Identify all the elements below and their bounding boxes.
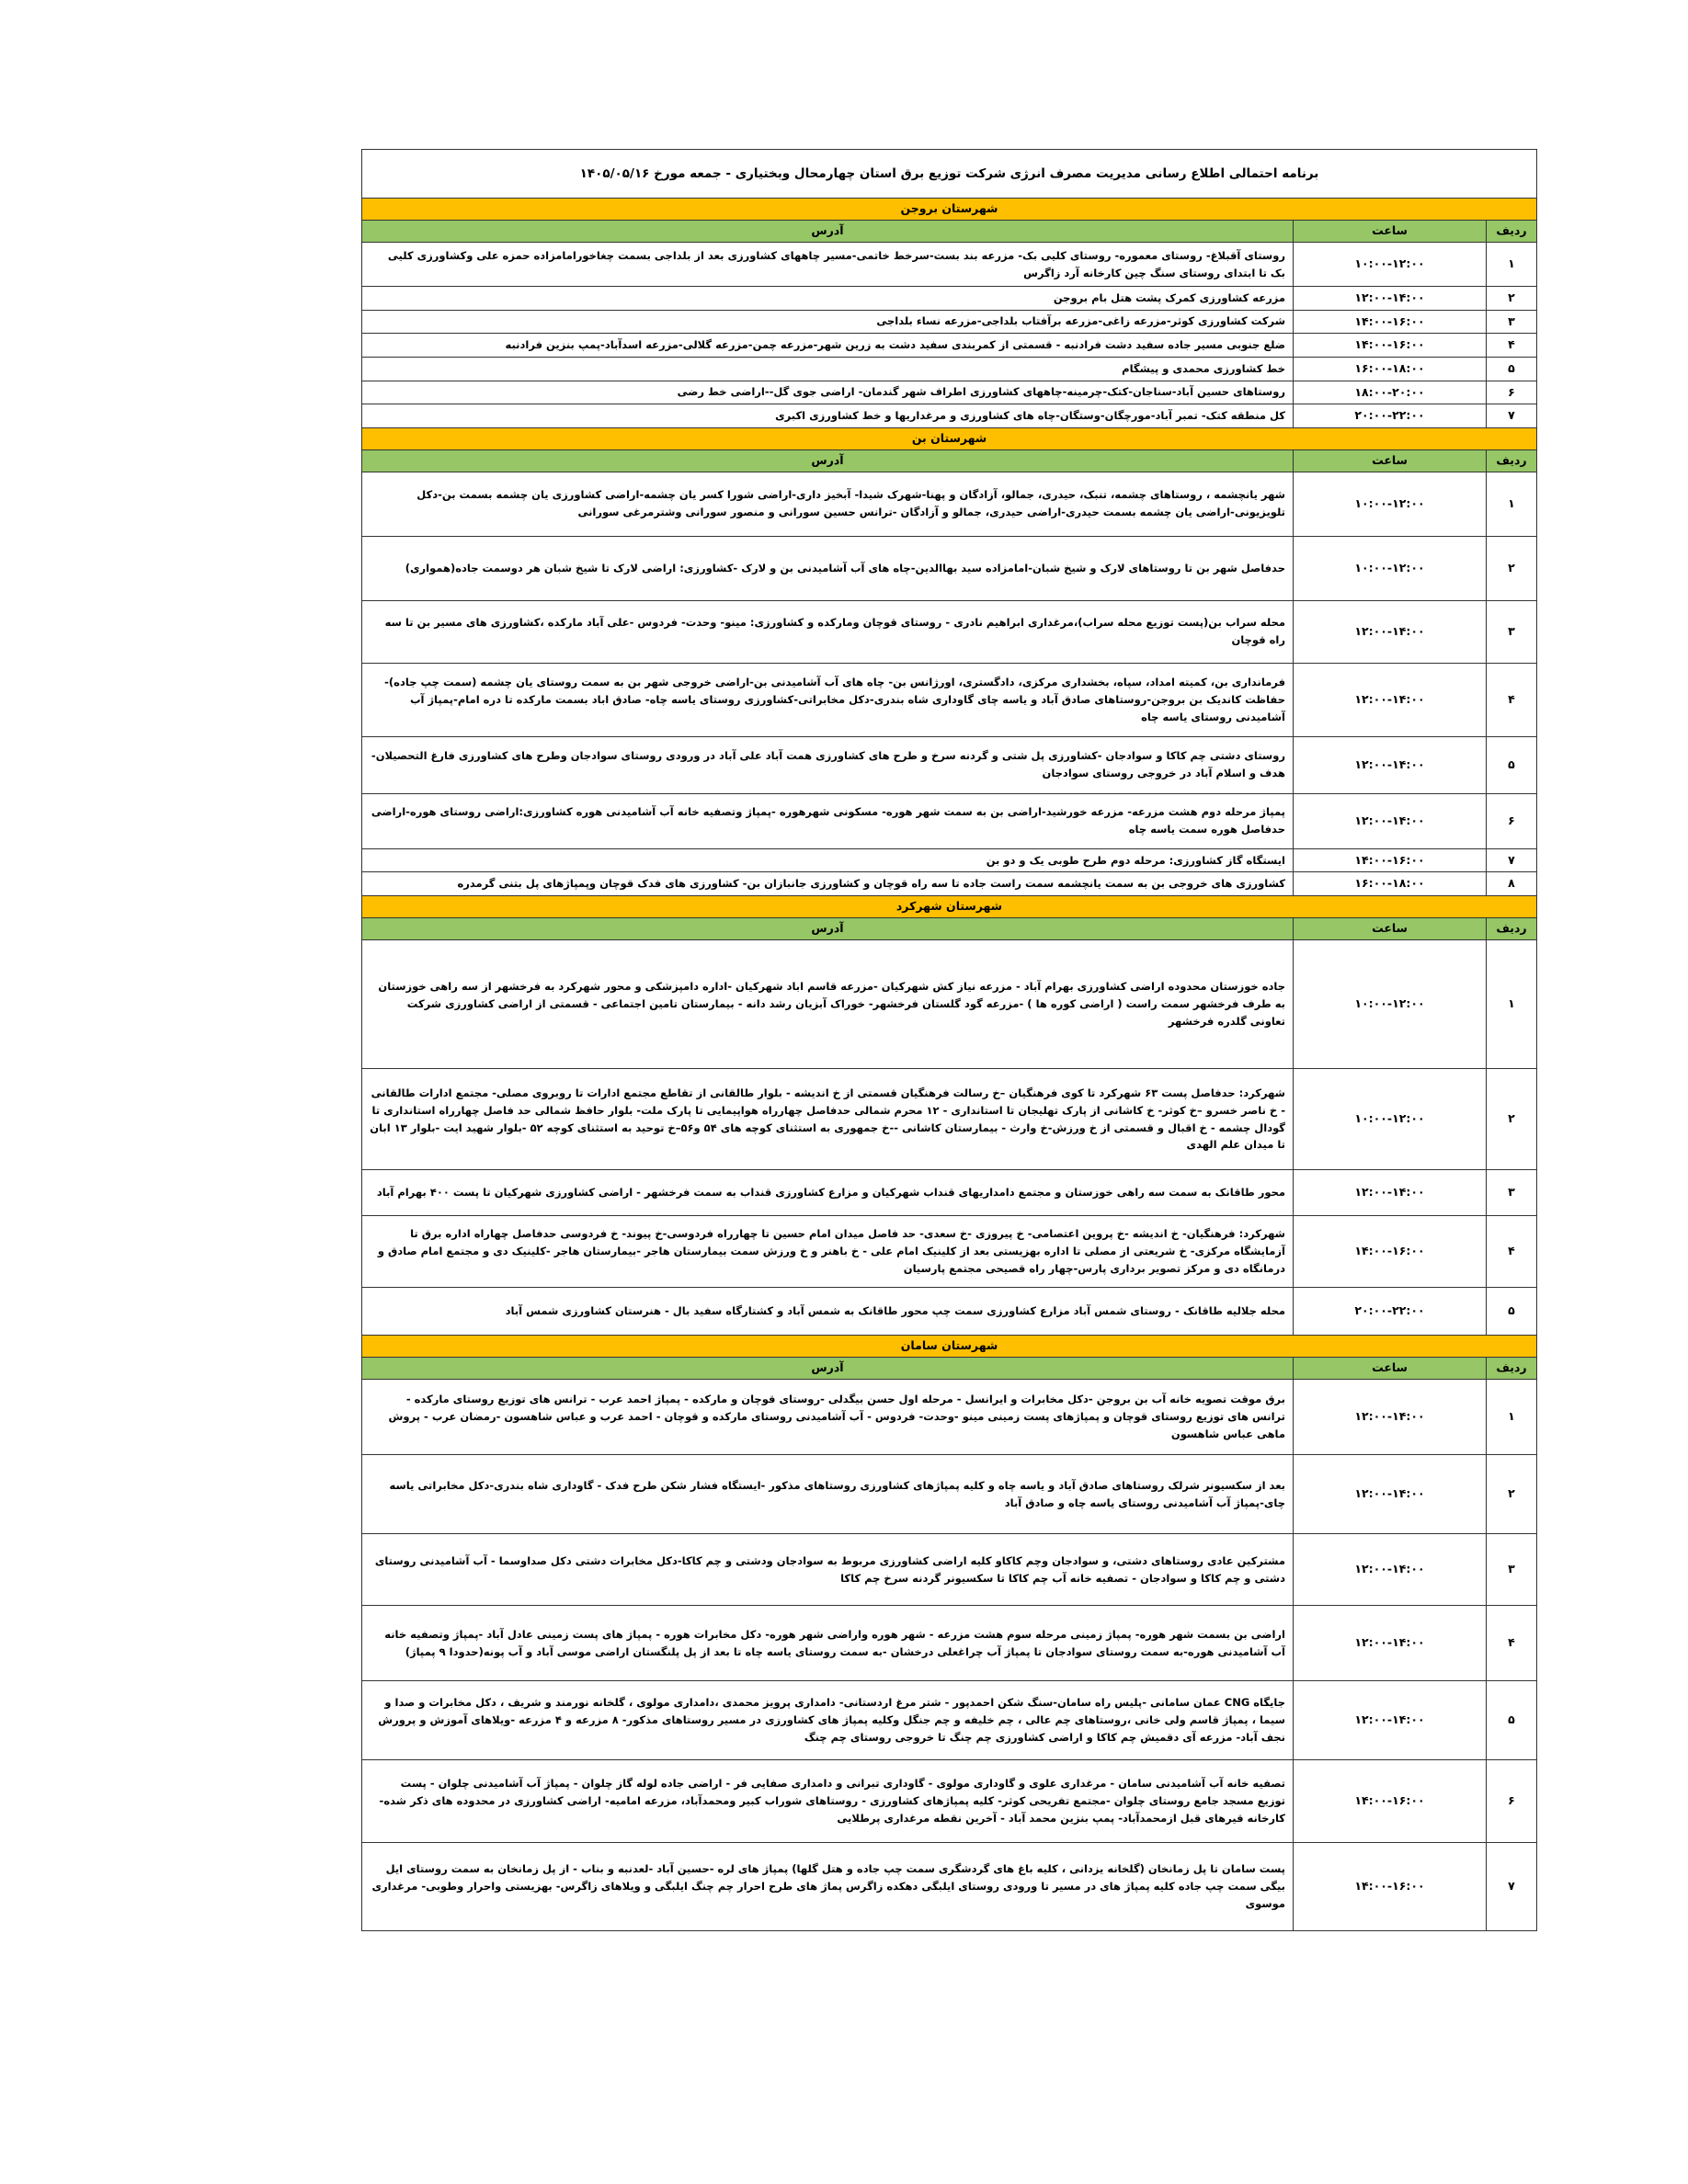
table-row [362, 600, 1537, 663]
outage-address: ایستگاه گاز کشاورزی: مرحله دوم طرح طوبی یک و دو بن [362, 848, 1294, 872]
outage-time: ۱۴:۰۰-۱۶:۰۰ [1294, 848, 1487, 872]
row-number: ۵ [1487, 1288, 1537, 1336]
outage-address: شهرکرد: حدفاصل پست ۶۳ شهرکرد تا کوی فرهنگیان –خ رسالت فرهنگیان قسمتی از خ اندیشه - بلوار طالقانی از تقاطع مجتمع ادارات تا روبروی مصلی- مجتمع ادارات طالقانی - خ ناصر خسرو –خ کوثر- خ کاشانی از پارک تهلیجان تا استانداری - ۱۲ محرم شمالی حدفاصل چهارراه هواپیمایی تا پارک ملت- بلوار حافظ شمالی حد فاصل چهارراه استانداری تا گودال چشمه - خ اقبال و قسمتی از خ ورزش-خ وارث - بیمارستان کاشانی --خ جمهوری به استثنای کوچه های ۵۴ و۵۶–خ توحید به استثنای کوچه ۵۲ -بلوار شهید ایت -بلوار ۱۳ ابان تا میدان علم الهدی [362, 1069, 1294, 1170]
row-number: ۴ [1487, 663, 1537, 736]
table-row [362, 310, 1537, 334]
table-row [362, 1216, 1537, 1288]
outage-address: محور طاقانک به سمت سه راهی خوزستان و مجتمع دامداریهای قنداب شهرکیان و مزارع کشاورزی قنداب به سمت فرخشهر - اراضی کشاورزی شهرکیان تا پست ۴۰۰ بهرام آباد [362, 1170, 1294, 1216]
outage-time: ۱۴:۰۰-۱۶:۰۰ [1294, 1216, 1487, 1288]
outage-time: ۱۶:۰۰-۱۸:۰۰ [1294, 872, 1487, 896]
outage-time: ۱۲:۰۰-۱۴:۰۰ [1294, 1681, 1487, 1760]
table-row [362, 1069, 1537, 1170]
city-name: شهرستان بروجن [362, 199, 1537, 221]
table-row [362, 1681, 1537, 1760]
row-number: ۷ [1487, 1843, 1537, 1931]
schedule-body [362, 150, 1537, 1931]
outage-time: ۱۴:۰۰-۱۶:۰۰ [1294, 1760, 1487, 1843]
title-row [362, 150, 1537, 199]
row-number: ۲ [1487, 287, 1537, 311]
outage-address: اراضی بن بسمت شهر هوره- پمپاژ زمینی مرحله سوم هشت مزرعه - شهر هوره واراضی شهر هوره- دکل مخابرات هوره - پمپاژ های پست زمینی عادل آباد -پمپاژ وتصفیه خانه آب آشامیدنی هوره-به سمت روستای سوادجان تا پمپاژ آب چراغعلی درخشان -به سمت روستای یاسه چاه تا بعد از پل پلنگستان اراضی موسی آباد و آب پونه(حدودا ۹ پمپاژ) [362, 1606, 1294, 1681]
header-address: آدرس [362, 918, 1294, 940]
outage-time: ۱۶:۰۰-۱۸:۰۰ [1294, 357, 1487, 381]
outage-address: روستاهای حسین آباد-سناجان-کتک-چرمینه-چاههای کشاورزی اطراف شهر گندمان- اراضی جوی گل--اراضی خط رضی [362, 381, 1294, 404]
row-number: ۶ [1487, 381, 1537, 404]
city-header-row [362, 199, 1537, 221]
table-row [362, 1380, 1537, 1455]
outage-time: ۱۰:۰۰-۱۲:۰۰ [1294, 940, 1487, 1069]
city-header-row [362, 1336, 1537, 1358]
row-number: ۳ [1487, 310, 1537, 334]
table-row [362, 1170, 1537, 1216]
city-header-row [362, 427, 1537, 449]
outage-address: شهرکرد: فرهنگیان- خ اندیشه -خ پروین اعتصامی- خ پیروزی -خ سعدی- حد فاصل میدان امام حسین تا چهارراه فردوسی-خ پیوند- خ فردوسی حدفاصل چهاراه اداره برق تا آزمایشگاه مرکزی- خ شریعتی از مصلی تا اداره بهزیستی بعد از کلینیک امام علی - خ باهنر و خ ورزش سمت بیمارستان هاجر -بیمارستان هاجر -کلینیک دی و مجتمع امام صادق و درمانگاه دی و مرکز تصویر برداری پارس-چهار راه قصیحی مجتمع پارسیان [362, 1216, 1294, 1288]
row-number: ۷ [1487, 404, 1537, 428]
header-address: آدرس [362, 449, 1294, 472]
outage-address: جایگاه CNG عمان سامانی -پلیس راه سامان-سنگ شکن احمدپور - شتر مرغ اردستانی- دامداری پرویز محمدی ،دامداری مولوی ، گلخانه نورمند و شریف ، دکل مخابرات و صدا و سیما ، پمپاژ قاسم ولی خانی ،روستاهای چم عالی ، چم خلیفه و چم جنگل وکلیه پمپاژ های کشاورزی در مسیر روستاهای مذکور- ۸ مزرعه و ۴ مزرعه -ویلاهای آموزش و پرورش نجف آباد- مزرعه آی دقمیش چم کاکا و اراضی کشاورزی چم چنگ تا خروجی روستای چم چنگ [362, 1681, 1294, 1760]
outage-time: ۱۲:۰۰-۱۴:۰۰ [1294, 1606, 1487, 1681]
table-row [362, 793, 1537, 848]
header-time: ساعت [1294, 449, 1487, 472]
header-row-number: ردیف [1487, 918, 1537, 940]
table-row [362, 1760, 1537, 1843]
row-number: ۷ [1487, 848, 1537, 872]
header-time: ساعت [1294, 221, 1487, 243]
outage-time: ۱۴:۰۰-۱۶:۰۰ [1294, 1843, 1487, 1931]
table-row [362, 848, 1537, 872]
outage-time: ۱۴:۰۰-۱۶:۰۰ [1294, 310, 1487, 334]
outage-time: ۲۰:۰۰-۲۲:۰۰ [1294, 1288, 1487, 1336]
table-row [362, 1843, 1537, 1931]
table-row [362, 1606, 1537, 1681]
outage-time: ۱۲:۰۰-۱۴:۰۰ [1294, 1170, 1487, 1216]
table-row [362, 472, 1537, 536]
row-number: ۶ [1487, 1760, 1537, 1843]
header-row-number: ردیف [1487, 221, 1537, 243]
column-header-row [362, 918, 1537, 940]
outage-time: ۱۲:۰۰-۱۴:۰۰ [1294, 1380, 1487, 1455]
row-number: ۸ [1487, 872, 1537, 896]
outage-address: مزرعه کشاورزی کمرک پشت هتل بام بروجن [362, 287, 1294, 311]
outage-time: ۱۲:۰۰-۱۴:۰۰ [1294, 793, 1487, 848]
header-time: ساعت [1294, 918, 1487, 940]
outage-address: روستای دشتی چم کاکا و سوادجان -کشاورزی پل شتی و گردنه سرخ و طرح های کشاورزی همت آباد علی آباد در ورودی روستای سوادجان وطرح های کشاورزی فارغ التحصیلان- هدف و اسلام آباد در خروجی روستای سوادجان [362, 736, 1294, 793]
table-row [362, 357, 1537, 381]
header-time: ساعت [1294, 1358, 1487, 1380]
header-address: آدرس [362, 1358, 1294, 1380]
row-number: ۴ [1487, 334, 1537, 358]
outage-address: شهر یانچشمه ، روستاهای چشمه، تنبک، حیدری، جمالو، آزادگان و پهنا-شهرک شیدا- آبخیز داری-اراضی شورا کسر یان چشمه-اراضی کشاورزی یان چشمه بسمت بن-دکل تلویزیونی-اراضی یان چشمه بسمت حیدری-اراضی حیدری، جمالو و آزادگان -ترانس حسین سورانی و منصور سورانی وشترمرغی سورانی [362, 472, 1294, 536]
row-number: ۲ [1487, 1455, 1537, 1534]
row-number: ۵ [1487, 1681, 1537, 1760]
column-header-row [362, 221, 1537, 243]
table-row [362, 243, 1537, 287]
row-number: ۳ [1487, 600, 1537, 663]
table-row [362, 1534, 1537, 1606]
table-row [362, 334, 1537, 358]
row-number: ۳ [1487, 1170, 1537, 1216]
outage-address: تصفیه خانه آب آشامیدنی سامان - مرغداری علوی و گاوداری مولوی - گاوداری تبرانی و دامداری صفایی فر - اراضی جاده لوله گاز چلوان - پمپاژ آب آشامیدنی چلوان - پست توزیع مسجد جامع روستای چلوان -مجتمع تفریحی کوثر- کلیه پمپاژهای کشاورزی - روستاهای شوراب کبیر ومحمدآباد، مزرعه امامیه- اراضی کشاورزی در محدوده های ذکر شده-کارخانه قیرهای قبل ازمحمدآباد- پمپ بنزین محمد آباد - آخرین نقطه مرغداری پرطلایی [362, 1760, 1294, 1843]
header-address: آدرس [362, 221, 1294, 243]
outage-time: ۱۲:۰۰-۱۴:۰۰ [1294, 287, 1487, 311]
outage-address: محله سراب بن(پست توزیع محله سراب)،مرغداری ابراهیم نادری - روستای قوچان ومارکده و کشاورزی: مینو- وحدت- فردوس -علی آباد مارکده ،کشاورزی های مسیر بن تا سه راه قوچان [362, 600, 1294, 663]
table-row [362, 940, 1537, 1069]
outage-address: شرکت کشاورزی کوثر-مزرعه زاغی-مزرعه برآفتاب بلداجی-مزرعه نساء بلداجی [362, 310, 1294, 334]
table-row [362, 404, 1537, 428]
outage-address: ضلع جنوبی مسیر جاده سفید دشت فرادنبه - قسمتی از کمربندی سفید دشت به زرین شهر-مزرعه چمن-مزرعه گلالی-مزرعه اسدآباد-پمپ بنزین فرادنبه [362, 334, 1294, 358]
outage-address: محله جلالیه طاقانک - روستای شمس آباد مزارع کشاورزی سمت چپ محور طاقانک به شمس آباد و کشتارگاه سفید بال - هنرستان کشاورزی شمس آباد [362, 1288, 1294, 1336]
outage-time: ۱۴:۰۰-۱۶:۰۰ [1294, 334, 1487, 358]
outage-address: پست سامان تا پل زمانخان (گلخانه یزدانی ، کلیه باغ های گردشگری سمت چپ جاده و هتل گلها) پمپاژ های لره -حسین آباد -لعدنبه و بناب - از پل زمانخان به سمت روستای ایل بیگی سمت چپ جاده کلیه پمپاژ های در مسیر تا ورودی روستای ایلبگی دهکده زاگرس پماژ های طرح احرار چم چنگ ایلبگی و ویلاهای زاگرس- بهزیستی واحرار وطوبی- مرغداری موسوی [362, 1843, 1294, 1931]
outage-address: کشاورزی های خروجی بن به سمت یانچشمه سمت راست جاده تا سه راه قوچان و کشاورزی جانبازان بن- کشاورزی های فدک قوچان وپمپاژهای پل بتنی گرمدره [362, 872, 1294, 896]
table-row [362, 736, 1537, 793]
city-name: شهرستان بن [362, 427, 1537, 449]
outage-time: ۱۰:۰۰-۱۲:۰۰ [1294, 536, 1487, 600]
document-title: برنامه احتمالی اطلاع رسانی مدیریت مصرف انرژی شرکت توزیع برق استان چهارمحال وبختیاری - جمعه مورخ ۱۴۰۵/۰۵/۱۶ [362, 150, 1537, 199]
table-row [362, 872, 1537, 896]
outage-time: ۱۸:۰۰-۲۰:۰۰ [1294, 381, 1487, 404]
outage-address: مشترکین عادی روستاهای دشتی، و سوادجان وچم کاکاو کلیه اراضی کشاورزی مربوط به سوادجان ودشتی و چم کاکا-دکل مخابرات دشتی دکل صداوسما - آب آشامیدنی روستای دشتی و چم کاکا و سوادجان - تصفیه خانه آب چم کاکا تا سکسیونر گردنه سرخ چم کاکا [362, 1534, 1294, 1606]
outage-address: حدفاصل شهر بن تا روستاهای لارک و شیخ شبان-امامزاده سید بهاالدین-چاه های آب آشامیدنی بن و لارک -کشاورزی: اراضی لارک تا شیخ شبان هر دوسمت جاده(هموارى) [362, 536, 1294, 600]
outage-time: ۱۲:۰۰-۱۴:۰۰ [1294, 663, 1487, 736]
column-header-row [362, 1358, 1537, 1380]
outage-time: ۱۲:۰۰-۱۴:۰۰ [1294, 600, 1487, 663]
outage-address: روستای آقبلاغ- روستای معموره- روستای کلیی بک- مزرعه بند بست-سرخط خاتمی-مسیر چاههای کشاورزی بعد از بلداجی بسمت چغاخورامامزاده حمزه علی وکشاورزی کلیی بک تا ابتدای روستای سنگ چین کارخانه آرد زاگرس [362, 243, 1294, 287]
table-row [362, 287, 1537, 311]
row-number: ۶ [1487, 793, 1537, 848]
row-number: ۱ [1487, 243, 1537, 287]
header-row-number: ردیف [1487, 1358, 1537, 1380]
outage-time: ۱۲:۰۰-۱۴:۰۰ [1294, 1455, 1487, 1534]
schedule-table [361, 149, 1537, 1931]
table-row [362, 663, 1537, 736]
row-number: ۵ [1487, 736, 1537, 793]
outage-address: جاده خوزستان محدوده اراضی کشاورزی بهرام آباد - مزرعه نیاز کش شهرکیان -مزرعه قاسم اباد شهرکیان -اداره دامپزشکی و محور شهرکرد به فرخشهر از سه راهی خوزستان به طرف فرخشهر سمت راست ( اراضی کوره ها ) -مزرعه گود گلستان فرخشهر- خوراک آبزیان رشد دانه - بیمارستان تامین اجتماعی - قسمتی از اراضی کشاورزی شرکت تعاونی گلدره فرخشهر [362, 940, 1294, 1069]
city-header-row [362, 896, 1537, 918]
table-row [362, 381, 1537, 404]
table-row [362, 536, 1537, 600]
row-number: ۱ [1487, 940, 1537, 1069]
row-number: ۲ [1487, 536, 1537, 600]
outage-address: بعد از سکسیونر شرلک روستاهای صادق آباد و یاسه چاه و کلیه پمپاژهای کشاورزی روستاهای مذکور -ایستگاه فشار شکن طرح فدک - گاوداری شاه بندری-دکل مخابراتی یاسه چای-پمپاژ آب آشامیدنی روستای یاسه چاه و صادق آباد [362, 1455, 1294, 1534]
outage-address: پمپاژ مرحله دوم هشت مزرعه- مزرعه خورشید-اراضی بن به سمت شهر هوره- مسکونی شهرهوره -پمپاژ وتصفیه خانه آب آشامیدنی هوره کشاورزی:اراضی روستای هوره-اراضی حدفاصل هوره سمت یاسه چاه [362, 793, 1294, 848]
header-row-number: ردیف [1487, 449, 1537, 472]
row-number: ۱ [1487, 472, 1537, 536]
column-header-row [362, 449, 1537, 472]
outage-time: ۱۲:۰۰-۱۴:۰۰ [1294, 1534, 1487, 1606]
city-name: شهرستان شهرکرد [362, 896, 1537, 918]
city-name: شهرستان سامان [362, 1336, 1537, 1358]
row-number: ۳ [1487, 1534, 1537, 1606]
row-number: ۱ [1487, 1380, 1537, 1455]
outage-time: ۱۲:۰۰-۱۴:۰۰ [1294, 736, 1487, 793]
row-number: ۴ [1487, 1216, 1537, 1288]
row-number: ۲ [1487, 1069, 1537, 1170]
outage-address: فرمانداری بن، کمیته امداد، سپاه، بخشداری مرکزی، دادگستری، اورژانس بن- چاه های آب آشامیدنی بن-اراضی خروجی شهر بن به سمت روستای یان چشمه (سمت چپ جاده)- حفاظت کاندیک بن بروجن-روستاهای صادق آباد و یاسه چای گاوداری شاه بندری-دکل مخابراتی-کشاورزی روستای یاسه چاه- صادق اباد بسمت مارکده تا دره امام-پمپاژ آب آشامیدنی روستای یاسه چاه [362, 663, 1294, 736]
row-number: ۴ [1487, 1606, 1537, 1681]
table-row [362, 1455, 1537, 1534]
outage-address: خط کشاورزی محمدی و پیشگام [362, 357, 1294, 381]
document [361, 149, 1537, 1931]
outage-address: کل منطقه کتک- تمبر آباد-مورچگان-وستگان-چاه های کشاورزی و مرغداریها و خط کشاورزی اکبری [362, 404, 1294, 428]
outage-time: ۱۰:۰۰-۱۲:۰۰ [1294, 472, 1487, 536]
row-number: ۵ [1487, 357, 1537, 381]
outage-time: ۱۰:۰۰-۱۲:۰۰ [1294, 1069, 1487, 1170]
table-row [362, 1288, 1537, 1336]
outage-time: ۲۰:۰۰-۲۲:۰۰ [1294, 404, 1487, 428]
outage-time: ۱۰:۰۰-۱۲:۰۰ [1294, 243, 1487, 287]
outage-address: برق موقت تصویه خانه آب بن بروجن -دکل مخابرات و ایرانسل - مرحله اول حسن بیگدلی -روستای قوچان و مارکده - پمپاژ احمد عرب - ترانس های توزیع روستای مارکده - ترانس های توزیع روستای قوچان و پمپاژهای پست زمینی مینو -وحدت- فردوس - آب آشامیدنی روستای مارکده و قوچان - احمد عرب و عباس شاهسون -رمضان عرب - پروش ماهی عباس شاهسون [362, 1380, 1294, 1455]
